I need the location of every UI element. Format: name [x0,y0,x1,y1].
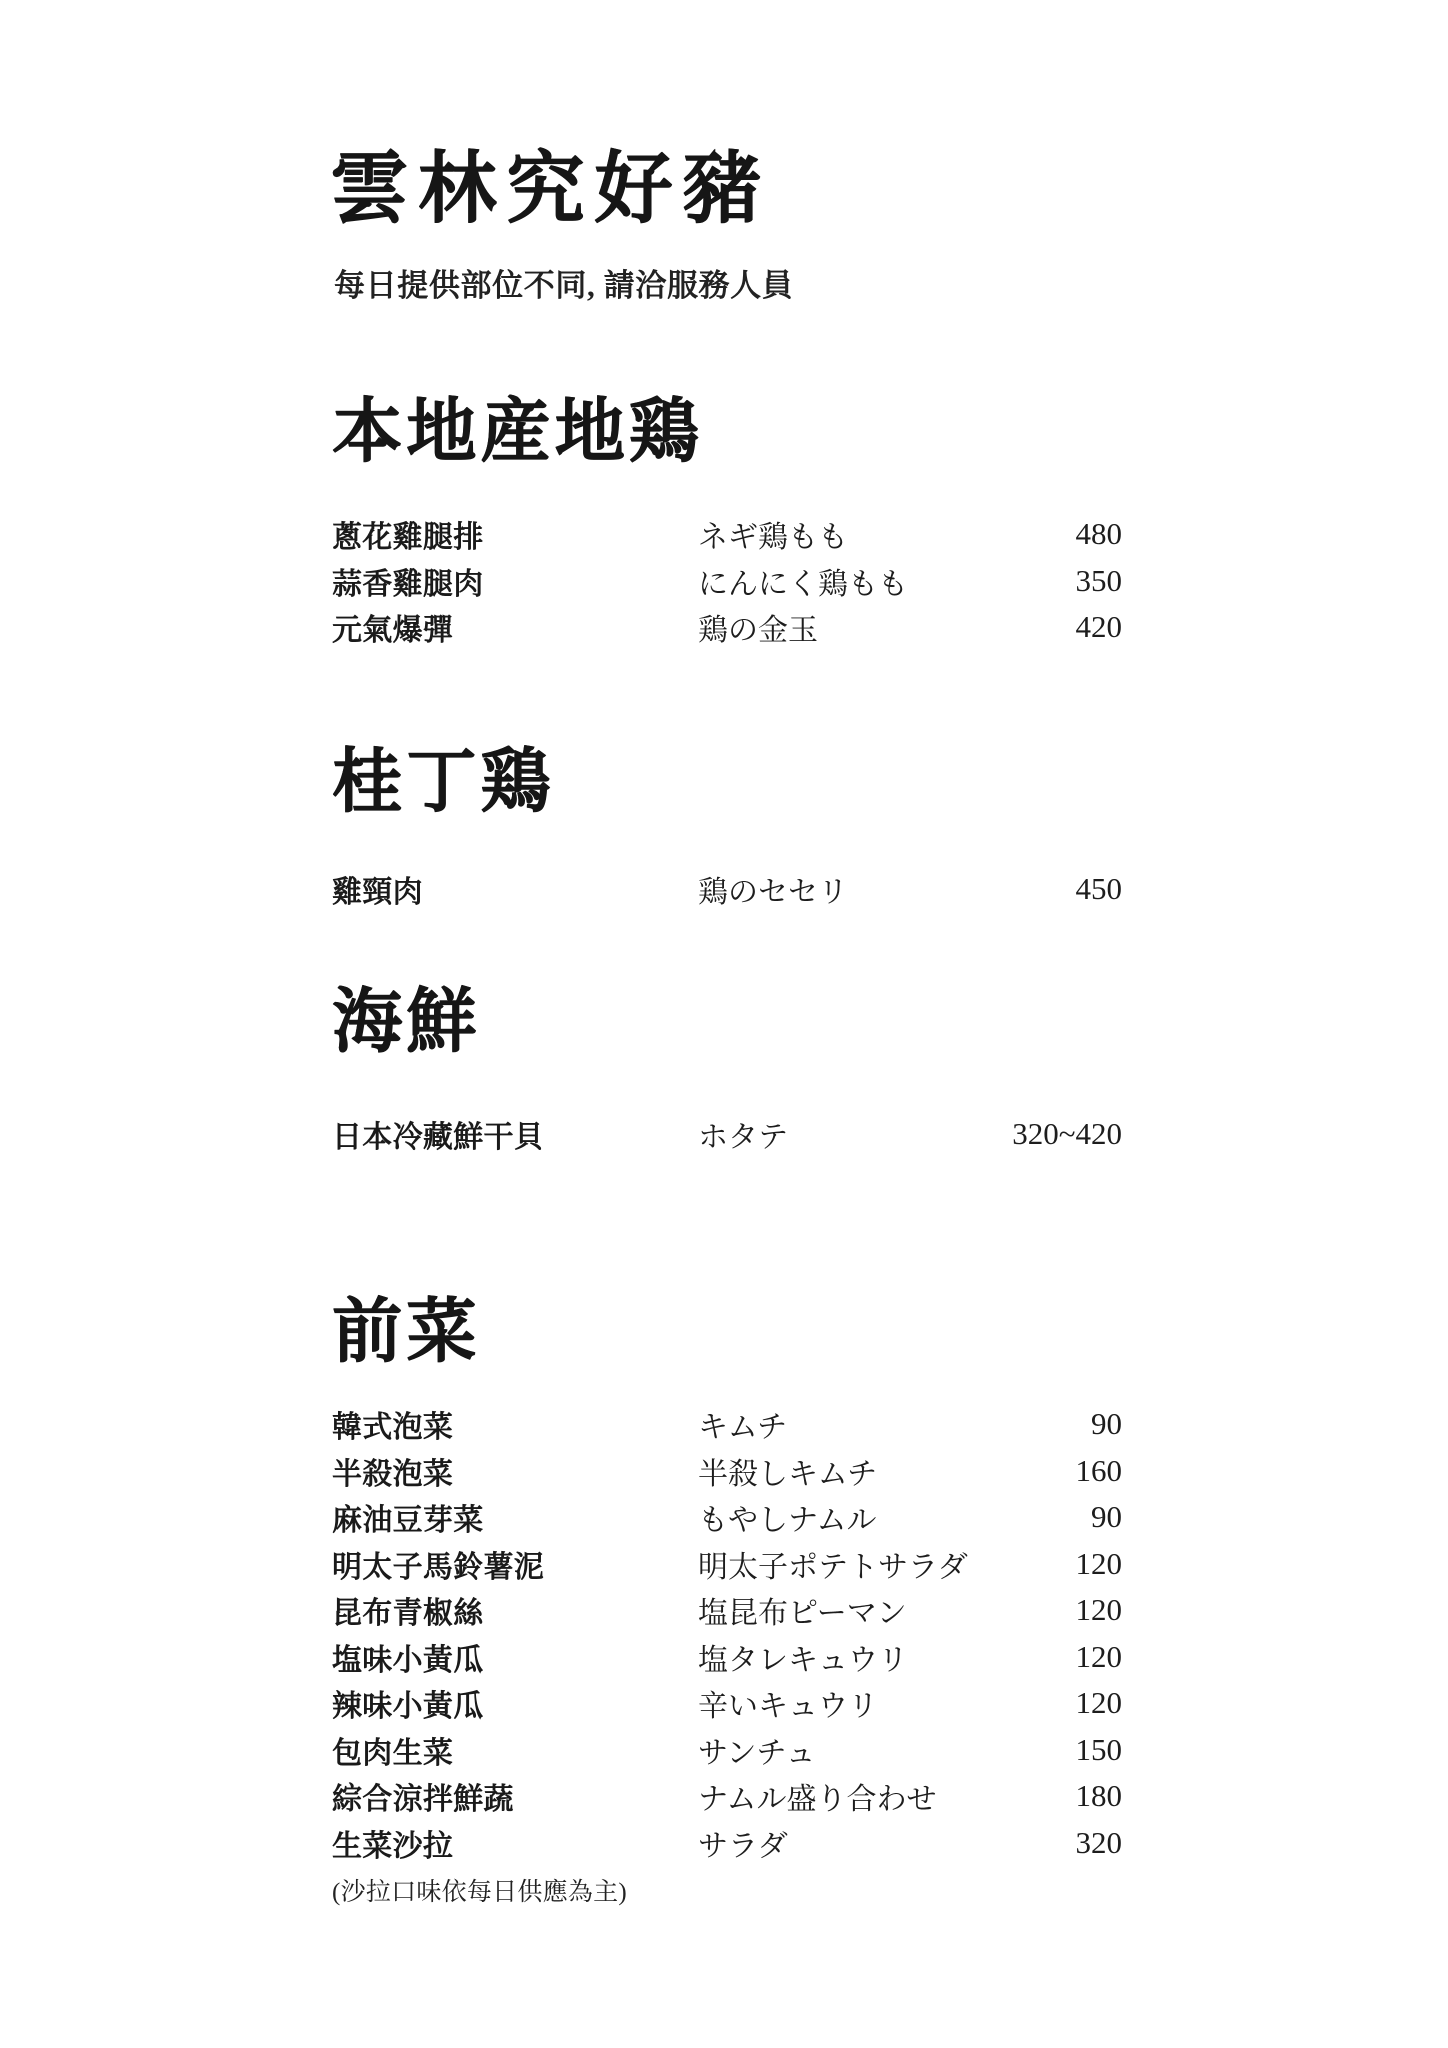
item-name-ja: 半殺しキムチ [698,1457,878,1491]
page-title: 雲林究好豬 [330,145,771,232]
item-name-zh: 蔥花雞腿排 [332,521,484,555]
item-name-zh: 辣味小黃瓜 [332,1690,484,1724]
item-price: 120 [1075,1592,1122,1628]
item-name-zh: 明太子馬鈴薯泥 [332,1550,545,1584]
menu-item-row [332,1587,1122,1634]
item-price: 320 [1075,1824,1122,1860]
item-name-zh: 麻油豆芽菜 [332,1504,484,1538]
page-subtitle: 每日提供部位不同, 請洽服務人員 [334,268,794,303]
item-price: 480 [1075,516,1122,552]
item-price: 180 [1075,1778,1122,1814]
section-items [332,866,1122,913]
menu-item-row [332,1111,1122,1158]
item-name-ja: サンチュ [698,1736,816,1770]
menu-item-row [332,1680,1122,1727]
item-price: 90 [1091,1499,1122,1535]
item-name-ja: 鶏のセセリ [698,876,848,910]
menu-footnote: (沙拉口味依每日供應為主) [332,1879,627,1906]
section-heading: 本地産地鶏 [332,394,703,471]
item-name-zh: 半殺泡菜 [332,1457,454,1491]
item-name-zh: 雞頸肉 [332,876,423,910]
item-price: 120 [1075,1638,1122,1674]
item-name-zh: 綜合涼拌鮮蔬 [332,1783,514,1817]
item-price: 320~420 [1012,1116,1122,1152]
item-name-ja: にんにく鶏もも [698,567,908,601]
item-name-ja: ネギ鶏もも [698,521,848,555]
menu-item-row [332,866,1122,913]
item-price: 420 [1075,609,1122,645]
menu-item-row [332,1448,1122,1495]
menu-item-row [332,1634,1122,1681]
menu-item-row [332,1541,1122,1588]
item-name-zh: 昆布青椒絲 [332,1597,484,1631]
menu-item-row [332,1727,1122,1774]
menu-item-row [332,1494,1122,1541]
item-name-zh: 塩味小黃瓜 [332,1643,484,1677]
menu-item-row [332,558,1122,605]
item-name-ja: サラダ [698,1829,788,1863]
menu-item-row [332,1820,1122,1867]
item-price: 450 [1075,871,1122,907]
item-price: 120 [1075,1545,1122,1581]
menu-item-row [332,1773,1122,1820]
item-name-zh: 韓式泡菜 [332,1411,454,1445]
item-name-ja: 塩昆布ピーマン [698,1597,907,1631]
item-name-zh: 生菜沙拉 [332,1829,454,1863]
item-price: 150 [1075,1731,1122,1767]
item-name-zh: 元氣爆彈 [332,614,454,648]
item-name-ja: 鶏の金玉 [698,614,818,648]
section-heading: 桂丁鶏 [332,744,555,821]
item-price: 160 [1075,1452,1122,1488]
item-name-zh: 日本冷藏鮮干貝 [332,1121,545,1155]
section-items [332,511,1122,651]
item-price: 350 [1075,562,1122,598]
item-name-ja: ナムル盛り合わせ [698,1783,937,1817]
menu-item-row [332,604,1122,651]
item-price: 90 [1091,1406,1122,1442]
section-items [332,1111,1122,1158]
section-items [332,1401,1122,1866]
item-name-ja: 明太子ポテトサラダ [698,1550,968,1584]
item-name-ja: 塩タレキュウリ [698,1643,908,1677]
item-name-ja: キムチ [698,1411,788,1445]
menu-item-row [332,511,1122,558]
section-heading: 海鮮 [332,984,481,1061]
item-price: 120 [1075,1685,1122,1721]
item-name-zh: 包肉生菜 [332,1736,454,1770]
item-name-ja: もやしナムル [698,1504,877,1538]
menu-item-row [332,1401,1122,1448]
item-name-ja: ホタテ [698,1121,788,1155]
item-name-ja: 辛いキュウリ [698,1690,878,1724]
section-heading: 前菜 [332,1294,481,1371]
item-name-zh: 蒜香雞腿肉 [332,567,484,601]
